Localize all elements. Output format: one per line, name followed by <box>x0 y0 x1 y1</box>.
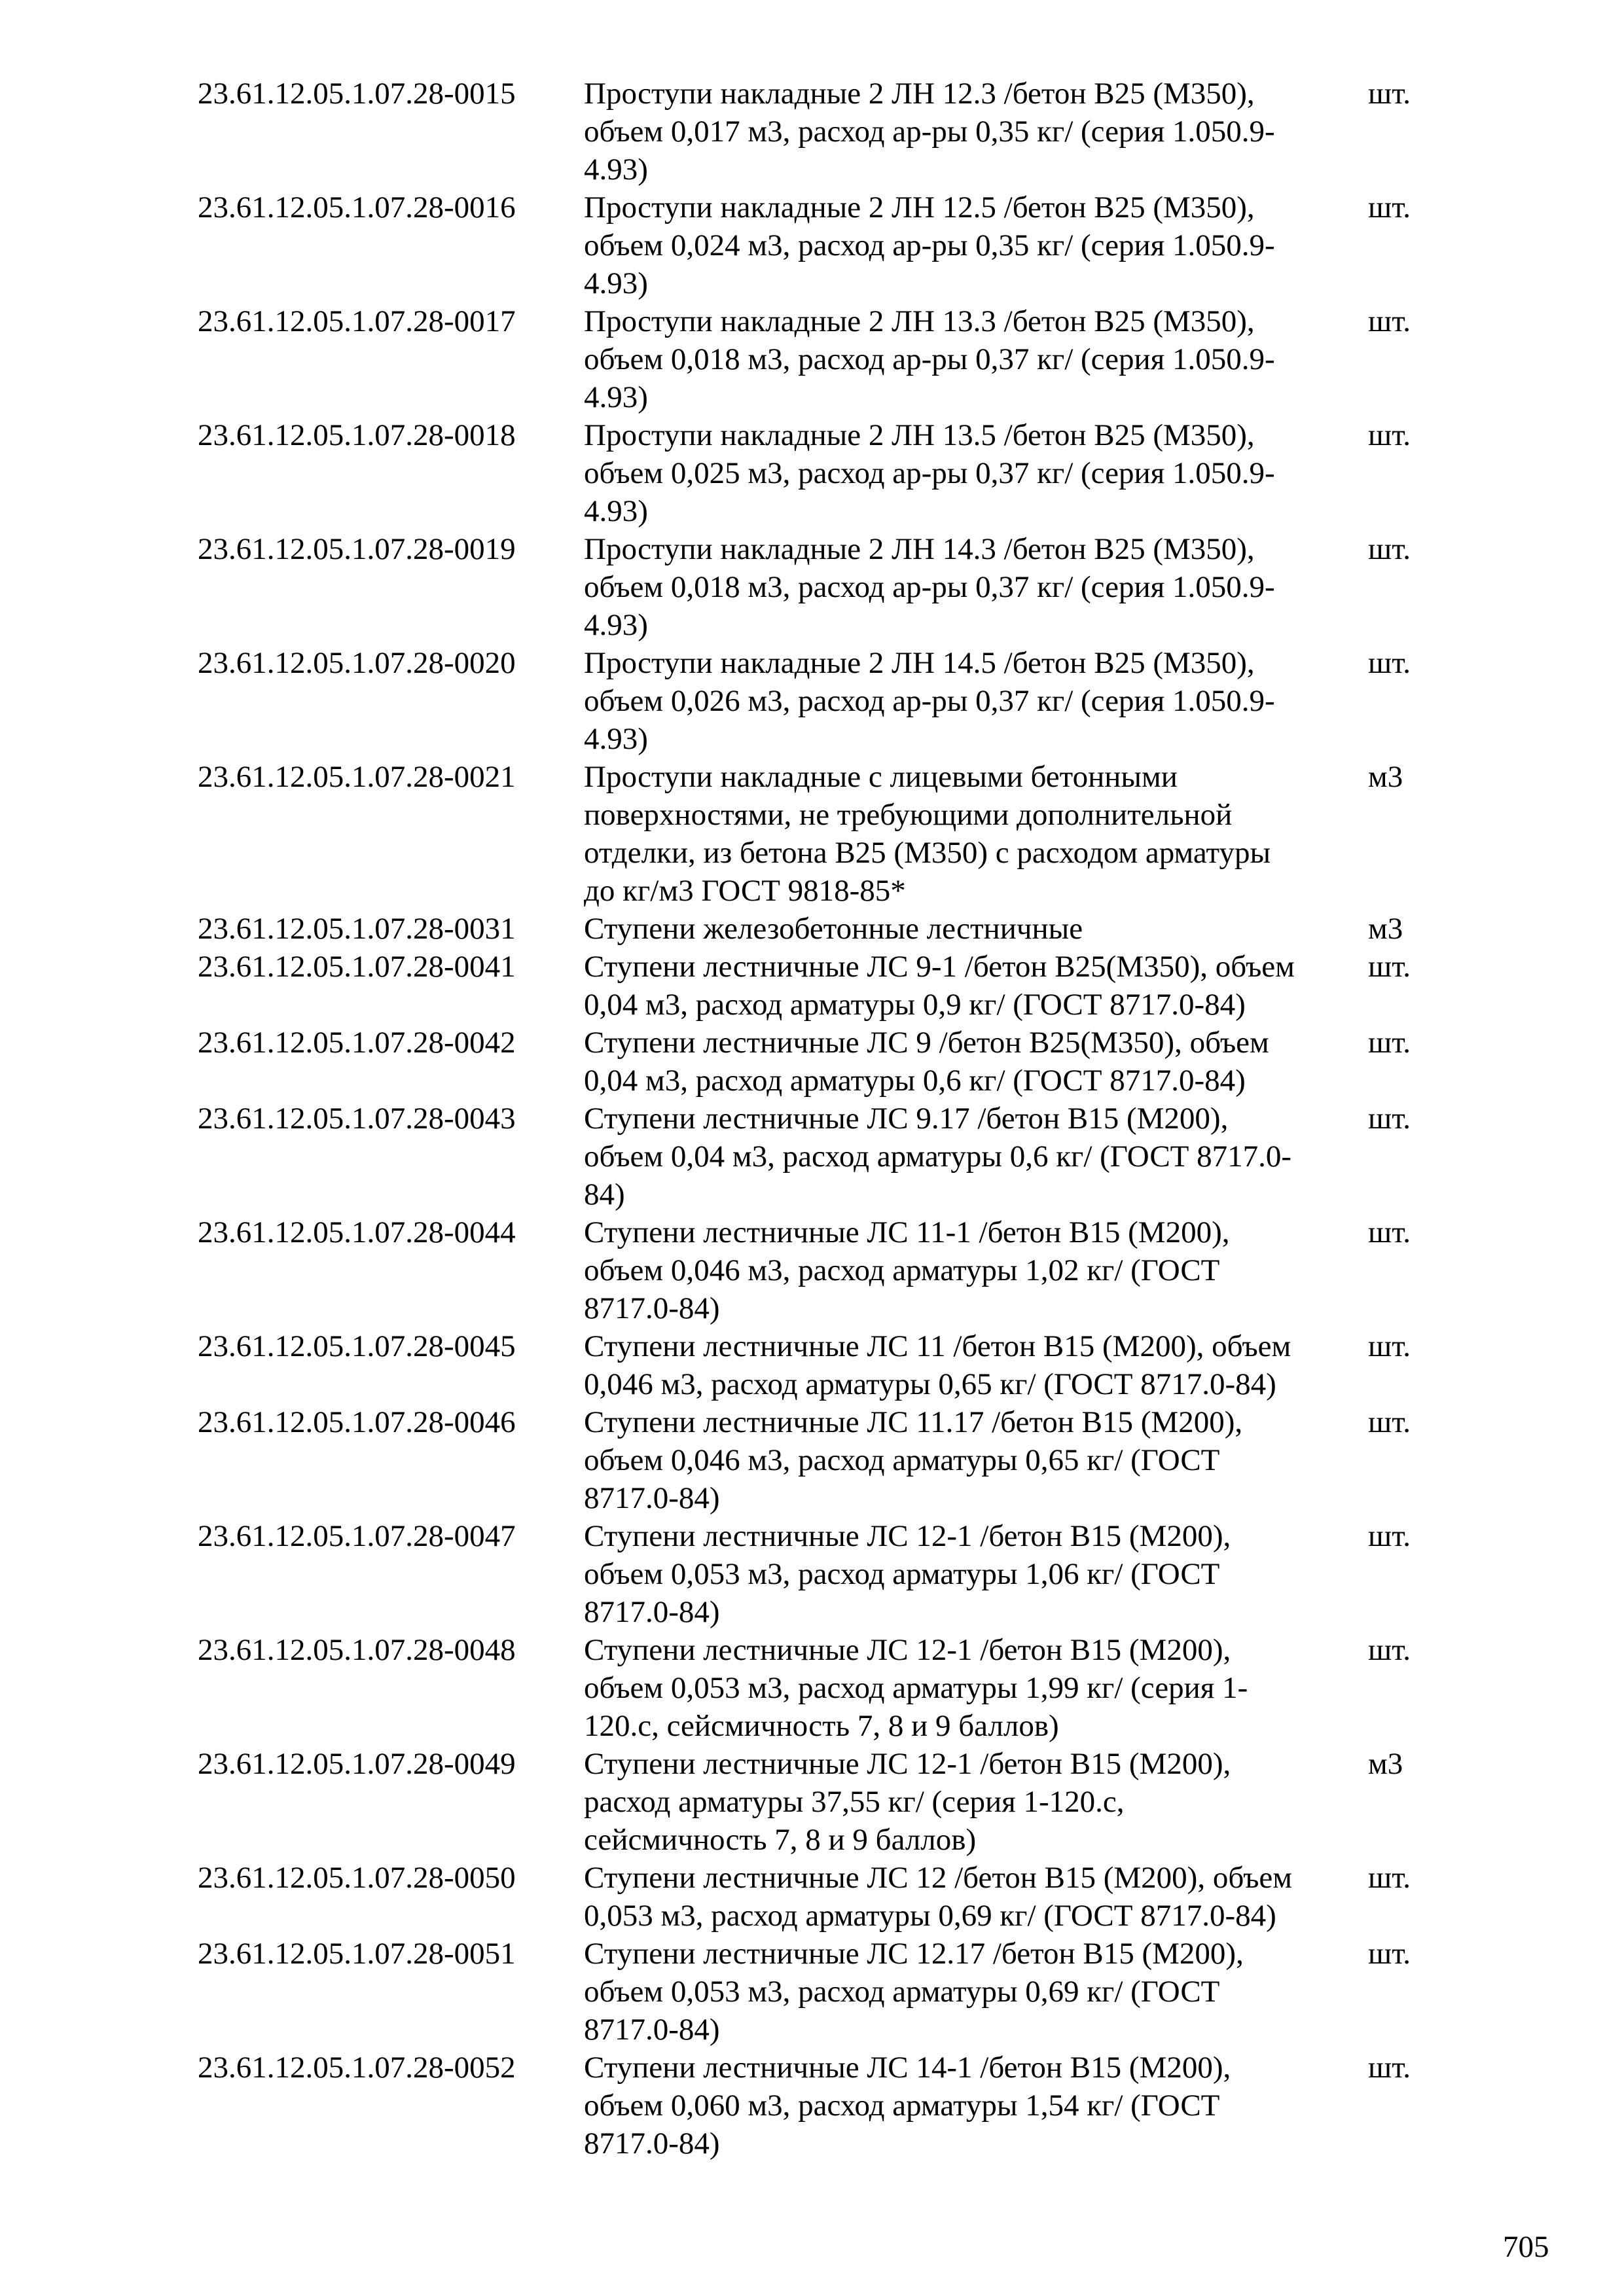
table-row <box>198 1631 1441 1745</box>
table-row <box>198 910 1441 948</box>
table-row <box>198 1517 1441 1631</box>
item-unit: шт. <box>1368 1329 1411 1363</box>
description-line: объем 0,053 м3, расход арматуры 1,06 кг/ (ГОСТ <box>584 1557 1220 1591</box>
description-line: 4.93) <box>584 380 648 414</box>
item-unit: м3 <box>1368 1747 1403 1781</box>
description-line: Ступени лестничные ЛС 11 /бетон В15 (М200), объем <box>584 1329 1291 1363</box>
description-line: Ступени лестничные ЛС 14-1 /бетон В15 (М200), <box>584 2051 1231 2085</box>
description-line: Проступи накладные с лицевыми бетонными <box>584 760 1178 794</box>
table-row <box>198 644 1441 758</box>
item-code: 23.61.12.05.1.07.28-0043 <box>198 1102 516 1136</box>
description-line: сейсмичность 7, 8 и 9 баллов) <box>584 1823 977 1857</box>
table-row <box>198 1024 1441 1100</box>
description-line: 0,04 м3, расход арматуры 0,9 кг/ (ГОСТ 8717.0-84) <box>584 988 1246 1022</box>
item-unit: шт. <box>1368 190 1411 224</box>
item-unit: шт. <box>1368 1861 1411 1895</box>
table-row <box>198 1745 1441 1859</box>
description-line: Ступени лестничные ЛС 12 /бетон В15 (М200), объем <box>584 1861 1292 1895</box>
item-description <box>584 758 1363 910</box>
description-line: объем 0,046 м3, расход арматуры 0,65 кг/ (ГОСТ <box>584 1443 1220 1477</box>
item-description <box>584 530 1363 644</box>
description-line: Ступени лестничные ЛС 11-1 /бетон В15 (М200), <box>584 1215 1230 1249</box>
item-unit: шт. <box>1368 532 1411 566</box>
table-row <box>198 416 1441 530</box>
item-code: 23.61.12.05.1.07.28-0049 <box>198 1747 516 1781</box>
description-line: объем 0,046 м3, расход арматуры 1,02 кг/ (ГОСТ <box>584 1253 1220 1287</box>
item-code: 23.61.12.05.1.07.28-0044 <box>198 1215 516 1249</box>
table-row <box>198 1403 1441 1517</box>
table-row <box>198 530 1441 644</box>
description-line: 8717.0-84) <box>584 2126 720 2161</box>
description-line: объем 0,04 м3, расход арматуры 0,6 кг/ (ГОСТ 8717.0- <box>584 1139 1292 1174</box>
table-row <box>198 1327 1441 1403</box>
description-line: расход арматуры 37,55 кг/ (серия 1-120.с, <box>584 1785 1125 1819</box>
item-code: 23.61.12.05.1.07.28-0042 <box>198 1026 516 1060</box>
description-line: 0,046 м3, расход арматуры 0,65 кг/ (ГОСТ 8717.0-84) <box>584 1367 1276 1401</box>
description-line: Проступи накладные 2 ЛН 12.5 /бетон В25 (М350), <box>584 190 1255 224</box>
description-line: 0,04 м3, расход арматуры 0,6 кг/ (ГОСТ 8717.0-84) <box>584 1064 1246 1098</box>
item-code: 23.61.12.05.1.07.28-0041 <box>198 950 516 984</box>
description-line: 8717.0-84) <box>584 1595 720 1629</box>
description-line: до кг/м3 ГОСТ 9818-85* <box>584 874 906 908</box>
item-unit: шт. <box>1368 950 1411 984</box>
description-line: Проступи накладные 2 ЛН 13.3 /бетон В25 (М350), <box>584 304 1255 338</box>
description-line: 0,053 м3, расход арматуры 0,69 кг/ (ГОСТ 8717.0-84) <box>584 1899 1276 1933</box>
item-unit: шт. <box>1368 1102 1411 1136</box>
description-line: Проступи накладные 2 ЛН 12.3 /бетон В25 (М350), <box>584 77 1255 111</box>
description-line: 8717.0-84) <box>584 2013 720 2047</box>
item-code: 23.61.12.05.1.07.28-0015 <box>198 77 516 111</box>
price-list-table <box>198 75 1441 2162</box>
item-code: 23.61.12.05.1.07.28-0052 <box>198 2051 516 2085</box>
item-code: 23.61.12.05.1.07.28-0046 <box>198 1405 516 1439</box>
item-description <box>584 1631 1363 1745</box>
item-unit: шт. <box>1368 418 1411 452</box>
item-code: 23.61.12.05.1.07.28-0048 <box>198 1633 516 1667</box>
description-line: 4.93) <box>584 722 648 756</box>
description-line: объем 0,060 м3, расход арматуры 1,54 кг/ (ГОСТ <box>584 2089 1220 2123</box>
description-line: Ступени лестничные ЛС 12-1 /бетон В15 (М200), <box>584 1519 1231 1553</box>
item-code: 23.61.12.05.1.07.28-0017 <box>198 304 516 338</box>
table-row <box>198 302 1441 416</box>
item-code: 23.61.12.05.1.07.28-0019 <box>198 532 516 566</box>
item-unit: шт. <box>1368 1026 1411 1060</box>
description-line: Ступени лестничные ЛС 12.17 /бетон В15 (М200), <box>584 1937 1244 1971</box>
item-unit: шт. <box>1368 646 1411 680</box>
item-description <box>584 1745 1363 1859</box>
item-unit: шт. <box>1368 1405 1411 1439</box>
description-line: Ступени лестничные ЛС 11.17 /бетон В15 (М200), <box>584 1405 1243 1439</box>
item-unit: шт. <box>1368 2051 1411 2085</box>
item-unit: шт. <box>1368 1937 1411 1971</box>
description-line: Ступени лестничные ЛС 9 /бетон В25(М350), объем <box>584 1026 1269 1060</box>
item-description <box>584 1517 1363 1631</box>
item-code: 23.61.12.05.1.07.28-0018 <box>198 418 516 452</box>
table-row <box>198 2049 1441 2162</box>
description-line: объем 0,018 м3, расход ар-ры 0,37 кг/ (серия 1.050.9- <box>584 342 1275 376</box>
description-line: Ступени лестничные ЛС 9.17 /бетон В15 (М200), <box>584 1102 1229 1136</box>
table-row <box>198 188 1441 302</box>
table-row <box>198 1213 1441 1327</box>
table-row <box>198 1100 1441 1213</box>
description-line: Проступи накладные 2 ЛН 14.5 /бетон В25 (М350), <box>584 646 1255 680</box>
description-line: Ступени лестничные ЛС 12-1 /бетон В15 (М200), <box>584 1747 1231 1781</box>
item-description <box>584 948 1363 1024</box>
item-code: 23.61.12.05.1.07.28-0050 <box>198 1861 516 1895</box>
item-unit: м3 <box>1368 760 1403 794</box>
item-description <box>584 1024 1363 1100</box>
description-line: объем 0,024 м3, расход ар-ры 0,35 кг/ (серия 1.050.9- <box>584 228 1275 262</box>
table-row <box>198 1859 1441 1935</box>
page-number: 705 <box>1503 2230 1549 2264</box>
description-line: объем 0,053 м3, расход арматуры 1,99 кг/ (серия 1- <box>584 1671 1248 1705</box>
item-description <box>584 910 1363 948</box>
item-description <box>584 1403 1363 1517</box>
description-line: 4.93) <box>584 266 648 300</box>
description-line: 4.93) <box>584 494 648 528</box>
item-description <box>584 1935 1363 2049</box>
item-code: 23.61.12.05.1.07.28-0031 <box>198 912 516 946</box>
table-row <box>198 1935 1441 2049</box>
description-line: объем 0,017 м3, расход ар-ры 0,35 кг/ (серия 1.050.9- <box>584 115 1275 149</box>
description-line: 4.93) <box>584 608 648 642</box>
description-line: 8717.0-84) <box>584 1291 720 1325</box>
item-description <box>584 1100 1363 1213</box>
item-code: 23.61.12.05.1.07.28-0045 <box>198 1329 516 1363</box>
item-description <box>584 188 1363 302</box>
item-description <box>584 302 1363 416</box>
item-unit: шт. <box>1368 1519 1411 1553</box>
description-line: объем 0,018 м3, расход ар-ры 0,37 кг/ (серия 1.050.9- <box>584 570 1275 604</box>
description-line: объем 0,053 м3, расход арматуры 0,69 кг/ (ГОСТ <box>584 1975 1220 2009</box>
description-line: объем 0,026 м3, расход ар-ры 0,37 кг/ (серия 1.050.9- <box>584 684 1275 718</box>
description-line: 120.с, сейсмичность 7, 8 и 9 баллов) <box>584 1709 1059 1743</box>
item-unit: шт. <box>1368 1215 1411 1249</box>
table-row <box>198 758 1441 910</box>
item-code: 23.61.12.05.1.07.28-0020 <box>198 646 516 680</box>
description-line: Ступени лестничные ЛС 12-1 /бетон В15 (М200), <box>584 1633 1231 1667</box>
description-line: 4.93) <box>584 152 648 187</box>
item-unit: м3 <box>1368 912 1403 946</box>
description-line: Ступени лестничные ЛС 9-1 /бетон В25(М350), объем <box>584 950 1295 984</box>
item-description <box>584 644 1363 758</box>
item-unit: шт. <box>1368 1633 1411 1667</box>
item-code: 23.61.12.05.1.07.28-0051 <box>198 1937 516 1971</box>
item-description <box>584 1859 1363 1935</box>
item-description <box>584 1327 1363 1403</box>
description-line: Проступи накладные 2 ЛН 13.5 /бетон В25 (М350), <box>584 418 1255 452</box>
description-line: 8717.0-84) <box>584 1481 720 1515</box>
description-line: 84) <box>584 1177 625 1211</box>
table-row <box>198 75 1441 188</box>
item-code: 23.61.12.05.1.07.28-0016 <box>198 190 516 224</box>
item-unit: шт. <box>1368 304 1411 338</box>
item-description <box>584 416 1363 530</box>
description-line: объем 0,025 м3, расход ар-ры 0,37 кг/ (серия 1.050.9- <box>584 456 1275 490</box>
item-description <box>584 75 1363 188</box>
item-unit: шт. <box>1368 77 1411 111</box>
description-line: Проступи накладные 2 ЛН 14.3 /бетон В25 (М350), <box>584 532 1255 566</box>
item-description <box>584 2049 1363 2162</box>
table-row <box>198 948 1441 1024</box>
item-code: 23.61.12.05.1.07.28-0021 <box>198 760 516 794</box>
item-description <box>584 1213 1363 1327</box>
item-code: 23.61.12.05.1.07.28-0047 <box>198 1519 516 1553</box>
description-line: Ступени железобетонные лестничные <box>584 912 1083 946</box>
description-line: поверхностями, не требующими дополнительной <box>584 798 1233 832</box>
description-line: отделки, из бетона В25 (М350) с расходом арматуры <box>584 836 1271 870</box>
